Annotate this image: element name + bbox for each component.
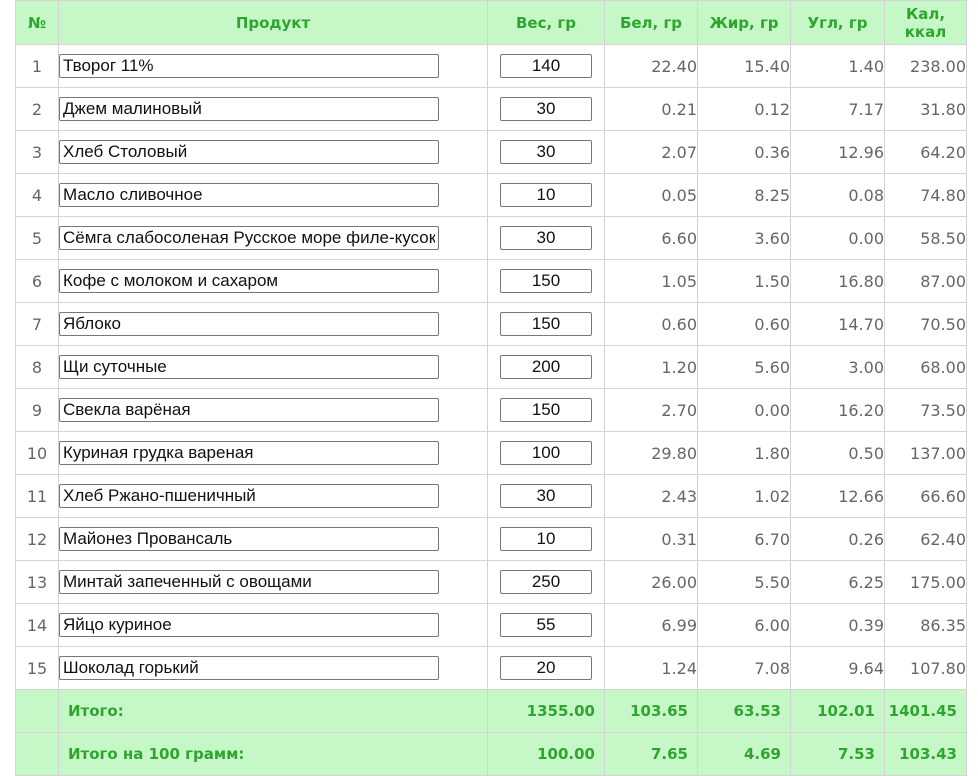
kcal-value: 107.80 (885, 647, 967, 690)
row-number: 2 (16, 88, 59, 131)
kcal-value: 66.60 (885, 475, 967, 518)
kcal-value: 62.40 (885, 518, 967, 561)
table-row (16, 45, 967, 88)
per100-carbs: 7.53 (791, 733, 885, 776)
totals-num-cell (16, 690, 59, 733)
per100-row (16, 733, 967, 776)
per100-fat: 4.69 (698, 733, 791, 776)
table-row (16, 475, 967, 518)
carbs-value: 12.96 (791, 131, 885, 174)
weight-cell (488, 88, 605, 131)
row-number: 11 (16, 475, 59, 518)
protein-value: 6.60 (605, 217, 698, 260)
product-cell (59, 217, 488, 260)
table-row (16, 604, 967, 647)
row-number: 1 (16, 45, 59, 88)
weight-input[interactable] (500, 398, 592, 422)
fat-value: 0.00 (698, 389, 791, 432)
carbs-value: 16.80 (791, 260, 885, 303)
product-cell (59, 303, 488, 346)
carbs-value: 16.20 (791, 389, 885, 432)
fat-value: 7.08 (698, 647, 791, 690)
protein-value: 2.70 (605, 389, 698, 432)
weight-input[interactable] (500, 570, 592, 594)
kcal-value: 175.00 (885, 561, 967, 604)
weight-cell (488, 518, 605, 561)
table-row (16, 432, 967, 475)
fat-value: 3.60 (698, 217, 791, 260)
fat-value: 1.02 (698, 475, 791, 518)
protein-value: 0.31 (605, 518, 698, 561)
product-name-input[interactable] (59, 527, 439, 551)
product-cell (59, 518, 488, 561)
totals-row (16, 690, 967, 733)
per100-label: Итого на 100 грамм: (59, 733, 488, 776)
protein-value: 29.80 (605, 432, 698, 475)
weight-input[interactable] (500, 226, 592, 250)
totals-kcal: 1401.45 (885, 690, 967, 733)
weight-input[interactable] (500, 312, 592, 336)
protein-value: 0.05 (605, 174, 698, 217)
product-cell (59, 346, 488, 389)
product-cell (59, 88, 488, 131)
row-number: 4 (16, 174, 59, 217)
weight-cell (488, 561, 605, 604)
product-cell (59, 174, 488, 217)
header-num: № (16, 1, 59, 45)
weight-cell (488, 475, 605, 518)
weight-cell (488, 45, 605, 88)
weight-input[interactable] (500, 656, 592, 680)
table-row (16, 346, 967, 389)
weight-input[interactable] (500, 527, 592, 551)
product-name-input[interactable] (59, 183, 439, 207)
row-number: 9 (16, 389, 59, 432)
table-row (16, 174, 967, 217)
protein-value: 2.07 (605, 131, 698, 174)
kcal-value: 73.50 (885, 389, 967, 432)
weight-cell (488, 432, 605, 475)
fat-value: 0.36 (698, 131, 791, 174)
weight-input[interactable] (500, 269, 592, 293)
product-cell (59, 432, 488, 475)
row-number: 8 (16, 346, 59, 389)
kcal-value: 137.00 (885, 432, 967, 475)
totals-fat: 63.53 (698, 690, 791, 733)
kcal-value: 238.00 (885, 45, 967, 88)
weight-cell (488, 647, 605, 690)
carbs-value: 0.26 (791, 518, 885, 561)
product-name-input[interactable] (59, 398, 439, 422)
per100-kcal: 103.43 (885, 733, 967, 776)
protein-value: 1.20 (605, 346, 698, 389)
row-number: 12 (16, 518, 59, 561)
carbs-value: 0.39 (791, 604, 885, 647)
weight-cell (488, 604, 605, 647)
carbs-value: 7.17 (791, 88, 885, 131)
kcal-value: 86.35 (885, 604, 967, 647)
table-body (16, 45, 967, 690)
product-cell (59, 131, 488, 174)
carbs-value: 3.00 (791, 346, 885, 389)
protein-value: 26.00 (605, 561, 698, 604)
fat-value: 8.25 (698, 174, 791, 217)
protein-value: 0.21 (605, 88, 698, 131)
row-number: 3 (16, 131, 59, 174)
table-row (16, 518, 967, 561)
header-product: Продукт (59, 1, 488, 45)
row-number: 13 (16, 561, 59, 604)
weight-input[interactable] (500, 441, 592, 465)
carbs-value: 6.25 (791, 561, 885, 604)
product-name-input[interactable] (59, 613, 439, 637)
protein-value: 2.43 (605, 475, 698, 518)
weight-cell (488, 389, 605, 432)
header-fat: Жир, гр (698, 1, 791, 45)
weight-input[interactable] (500, 183, 592, 207)
fat-value: 0.12 (698, 88, 791, 131)
product-name-input[interactable] (59, 656, 439, 680)
row-number: 15 (16, 647, 59, 690)
carbs-value: 0.08 (791, 174, 885, 217)
table-row (16, 88, 967, 131)
row-number: 7 (16, 303, 59, 346)
weight-input[interactable] (500, 54, 592, 78)
product-cell (59, 389, 488, 432)
header-kcal: Кал, ккал (885, 1, 967, 45)
carbs-value: 0.50 (791, 432, 885, 475)
carbs-value: 12.66 (791, 475, 885, 518)
carbs-value: 9.64 (791, 647, 885, 690)
weight-input[interactable] (500, 484, 592, 508)
row-number: 6 (16, 260, 59, 303)
fat-value: 6.00 (698, 604, 791, 647)
totals-label: Итого: (59, 690, 488, 733)
product-cell (59, 475, 488, 518)
product-cell (59, 260, 488, 303)
kcal-value: 74.80 (885, 174, 967, 217)
nutrition-table (15, 0, 967, 776)
table-row (16, 303, 967, 346)
table-row (16, 131, 967, 174)
product-name-input[interactable] (59, 54, 439, 78)
table-row (16, 217, 967, 260)
row-number: 10 (16, 432, 59, 475)
weight-input[interactable] (500, 97, 592, 121)
fat-value: 6.70 (698, 518, 791, 561)
kcal-value: 58.50 (885, 217, 967, 260)
weight-cell (488, 346, 605, 389)
weight-input[interactable] (500, 140, 592, 164)
per100-protein: 7.65 (605, 733, 698, 776)
protein-value: 1.24 (605, 647, 698, 690)
totals-protein: 103.65 (605, 690, 698, 733)
weight-cell (488, 303, 605, 346)
product-cell (59, 45, 488, 88)
fat-value: 5.60 (698, 346, 791, 389)
header-weight: Вес, гр (488, 1, 605, 45)
protein-value: 0.60 (605, 303, 698, 346)
carbs-value: 1.40 (791, 45, 885, 88)
fat-value: 1.80 (698, 432, 791, 475)
protein-value: 22.40 (605, 45, 698, 88)
fat-value: 15.40 (698, 45, 791, 88)
table-row (16, 561, 967, 604)
fat-value: 0.60 (698, 303, 791, 346)
table-row (16, 260, 967, 303)
kcal-value: 87.00 (885, 260, 967, 303)
kcal-value: 31.80 (885, 88, 967, 131)
product-name-input[interactable] (59, 570, 439, 594)
row-number: 14 (16, 604, 59, 647)
table-row (16, 389, 967, 432)
header-protein: Бел, гр (605, 1, 698, 45)
product-name-input[interactable] (59, 484, 439, 508)
carbs-value: 14.70 (791, 303, 885, 346)
totals-weight: 1355.00 (488, 690, 605, 733)
header-row (16, 1, 967, 45)
product-name-input[interactable] (59, 441, 439, 465)
kcal-value: 64.20 (885, 131, 967, 174)
product-cell (59, 561, 488, 604)
weight-cell (488, 217, 605, 260)
product-name-input[interactable] (59, 269, 439, 293)
per100-num-cell (16, 733, 59, 776)
weight-cell (488, 260, 605, 303)
totals-carbs: 102.01 (791, 690, 885, 733)
weight-cell (488, 174, 605, 217)
product-name-input[interactable] (59, 226, 439, 250)
protein-value: 6.99 (605, 604, 698, 647)
weight-cell (488, 131, 605, 174)
row-number: 5 (16, 217, 59, 260)
carbs-value: 0.00 (791, 217, 885, 260)
weight-input[interactable] (500, 355, 592, 379)
protein-value: 1.05 (605, 260, 698, 303)
kcal-value: 68.00 (885, 346, 967, 389)
product-name-input[interactable] (59, 355, 439, 379)
product-name-input[interactable] (59, 97, 439, 121)
product-cell (59, 604, 488, 647)
fat-value: 5.50 (698, 561, 791, 604)
product-name-input[interactable] (59, 140, 439, 164)
fat-value: 1.50 (698, 260, 791, 303)
kcal-value: 70.50 (885, 303, 967, 346)
table-row (16, 647, 967, 690)
product-cell (59, 647, 488, 690)
weight-input[interactable] (500, 613, 592, 637)
header-carbs: Угл, гр (791, 1, 885, 45)
product-name-input[interactable] (59, 312, 439, 336)
per100-weight: 100.00 (488, 733, 605, 776)
